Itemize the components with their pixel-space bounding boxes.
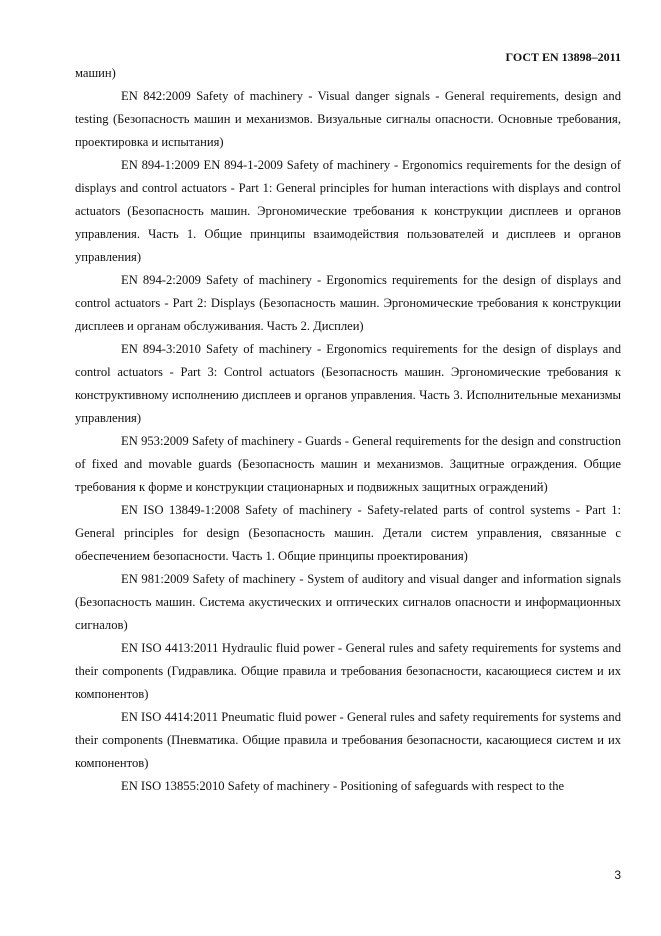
continuation-text: машин)	[75, 66, 116, 80]
page-number: 3	[614, 868, 621, 882]
reference-paragraph-en-842: EN 842:2009 Safety of machinery - Visual danger signals - General requirements, design and testing (Безопасность машин и механизмов. Визуальные сигналы опасности. Основные требования, проектировка и испытания)	[75, 89, 621, 149]
reference-paragraph-en-iso-4414: EN ISO 4414:2011 Pneumatic fluid power - General rules and safety requirements for systems and their components (Пневматика. Общие правила и требования безопасности, касающиеся систем и их компонентов)	[75, 710, 621, 770]
reference-paragraph-en-iso-4413: EN ISO 4413:2011 Hydraulic fluid power - General rules and safety requirements for systems and their components (Гидравлика. Общие правила и требования безопасности, касающиеся систем и их компонентов)	[75, 641, 621, 701]
reference-paragraph-en-iso-13855: EN ISO 13855:2010 Safety of machinery - Positioning of safeguards with respect to the	[121, 779, 565, 793]
reference-paragraph-en-894-3: EN 894-3:2010 Safety of machinery - Ergonomics requirements for the design of displays and control actuators - Part 3: Control actuators (Безопасность машин. Эргономические требования к конструктивному исполнению дисплеев и органов управления. Часть 3. Исполнительные механизмы управления)	[75, 342, 621, 425]
reference-paragraph-en-953: EN 953:2009 Safety of machinery - Guards - General requirements for the design and construction of fixed and movable guards (Безопасность машин и механизмов. Защитные ограждения. Общие требования к форме и конструкции стационарных и подвижных защитных ограждений)	[75, 434, 621, 494]
reference-paragraph-en-981: EN 981:2009 Safety of machinery - System of auditory and visual danger and information signals (Безопасность машин. Система акустических и оптических сигналов опасности и информационных сигналов)	[75, 572, 621, 632]
reference-paragraph-en-894-2: EN 894-2:2009 Safety of machinery - Ergonomics requirements for the design of displays and control actuators - Part 2: Displays (Безопасность машин. Эргономические требования к конструкции дисплеев и органам обслуживания. Часть 2. Дисплеи)	[75, 273, 621, 333]
document-code-header: ГОСТ EN 13898–2011	[505, 50, 621, 64]
reference-paragraph-en-894-1: EN 894-1:2009 EN 894-1-2009 Safety of machinery - Ergonomics requirements for the design of displays and control actuators - Part 1: General principles for human interactions with displays and control actuators (Безопасность машин. Эргономические требования к конструкции дисплеев и органов управления. Часть 1. Общие принципы взаимодействия пользователей и дисплеев и органов управления)	[75, 158, 621, 264]
document-body	[75, 62, 621, 798]
reference-paragraph-en-iso-13849-1: EN ISO 13849-1:2008 Safety of machinery - Safety-related parts of control systems - Part 1: General principles for design (Безопасность машин. Детали систем управления, связанные с обеспечением безопасности. Часть 1. Общие принципы проектирования)	[75, 503, 621, 563]
